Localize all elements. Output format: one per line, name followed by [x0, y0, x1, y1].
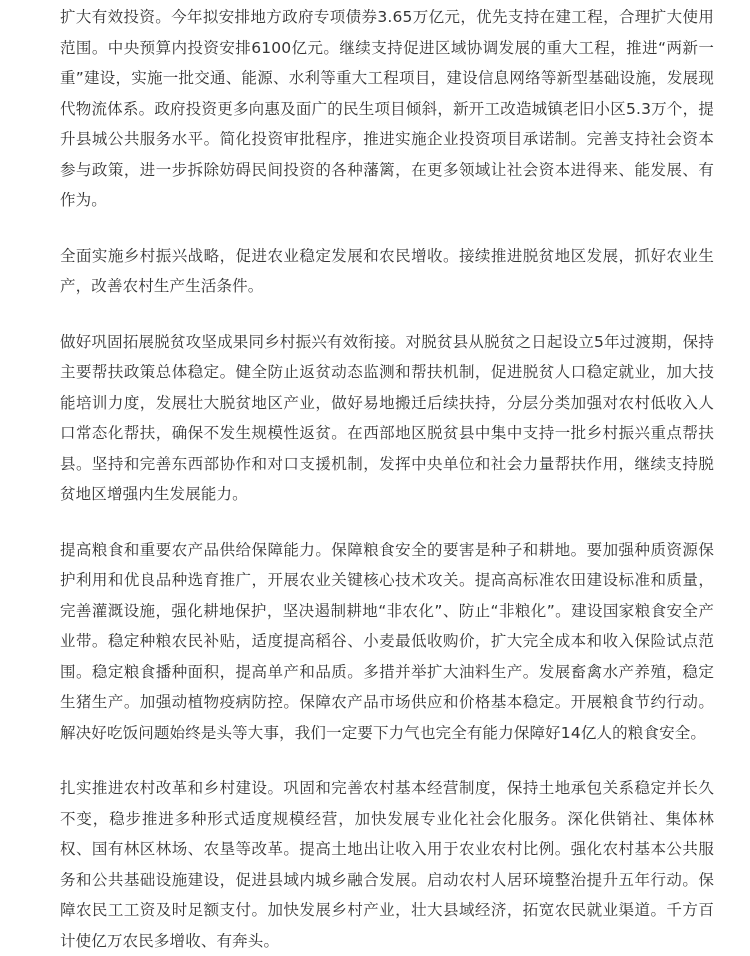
paragraph-rural-revitalization: 全面实施乡村振兴战略，促进农业稳定发展和农民增收。接续推进脱贫地区发展，抓好农业生产，改善农村生产生活条件。 — [60, 246, 714, 295]
paragraph-rural-reform: 扎实推进农村改革和乡村建设。巩固和完善农村基本经营制度，保持土地承包关系稳定并长久不变，稳步推进多种形式适度规模经营，加快发展专业化社会化服务。深化供销社、集体林权、国有林区林场、农垦等改革。提高土地出让收入用于农业农村比例。强化农村基本公共服务和公共基础设施建设，促进县域内城乡融合发展。启动农村人居环境整治提升五年行动。保障农民工工资及时足额支付。加快发展乡村产业，壮大县域经济，拓宽农民就业渠道。千方百计使亿万农民多增收、有奔头。 — [60, 779, 714, 950]
paragraph-expand-investment: 扩大有效投资。今年拟安排地方政府专项债券3.65万亿元，优先支持在建工程，合理扩大使用范围。中央预算内投资安排6100亿元。继续支持促进区域协调发展的重大工程，推进“两新一重”建设，实施一批交通、能源、水利等重大工程项目，建设信息网络等新型基础设施，发展现代物流体系。政府投资更多向惠及面广的民生项目倾斜，新开工改造城镇老旧小区5.3万个，提升县城公共服务水平。简化投资审批程序，推进实施企业投资项目承诺制。完善支持社会资本参与政策，进一步拆除妨碍民间投资的各种藩篱，在更多领域让社会资本进得来、能发展、有作为。 — [60, 8, 714, 209]
paragraph-poverty-alleviation: 做好巩固拓展脱贫攻坚成果同乡村振兴有效衔接。对脱贫县从脱贫之日起设立5年过渡期，保持主要帮扶政策总体稳定。健全防止返贫动态监测和帮扶机制，促进脱贫人口稳定就业，加大技能培训力度，发展壮大脱贫地区产业，做好易地搬迁后续扶持，分层分类加强对农村低收入人口常态化帮扶，确保不发生规模性返贫。在西部地区脱贫县中集中支持一批乡村振兴重点帮扶县。坚持和完善东西部协作和对口支援机制，发挥中央单位和社会力量帮扶作用，继续支持脱贫地区增强内生发展能力。 — [60, 332, 714, 503]
paragraph-grain-security: 提高粮食和重要农产品供给保障能力。保障粮食安全的要害是种子和耕地。要加强种质资源保护利用和优良品种选育推广，开展农业关键核心技术攻关。提高高标准农田建设标准和质量，完善灌溉设施，强化耕地保护，坚决遏制耕地“非农化”、防止“非粮化”。建设国家粮食安全产业带。稳定种粮农民补贴，适度提高稻谷、小麦最低收购价，扩大完全成本和收入保险试点范围。稳定粮食播种面积，提高单产和品质。多措并举扩大油料生产。发展畜禽水产养殖，稳定生猪生产。加强动植物疫病防控。保障农产品市场供应和价格基本稳定。开展粮食节约行动。解决好吃饭问题始终是头等大事，我们一定要下力气也完全有能力保障好14亿人的粮食安全。 — [60, 540, 714, 742]
